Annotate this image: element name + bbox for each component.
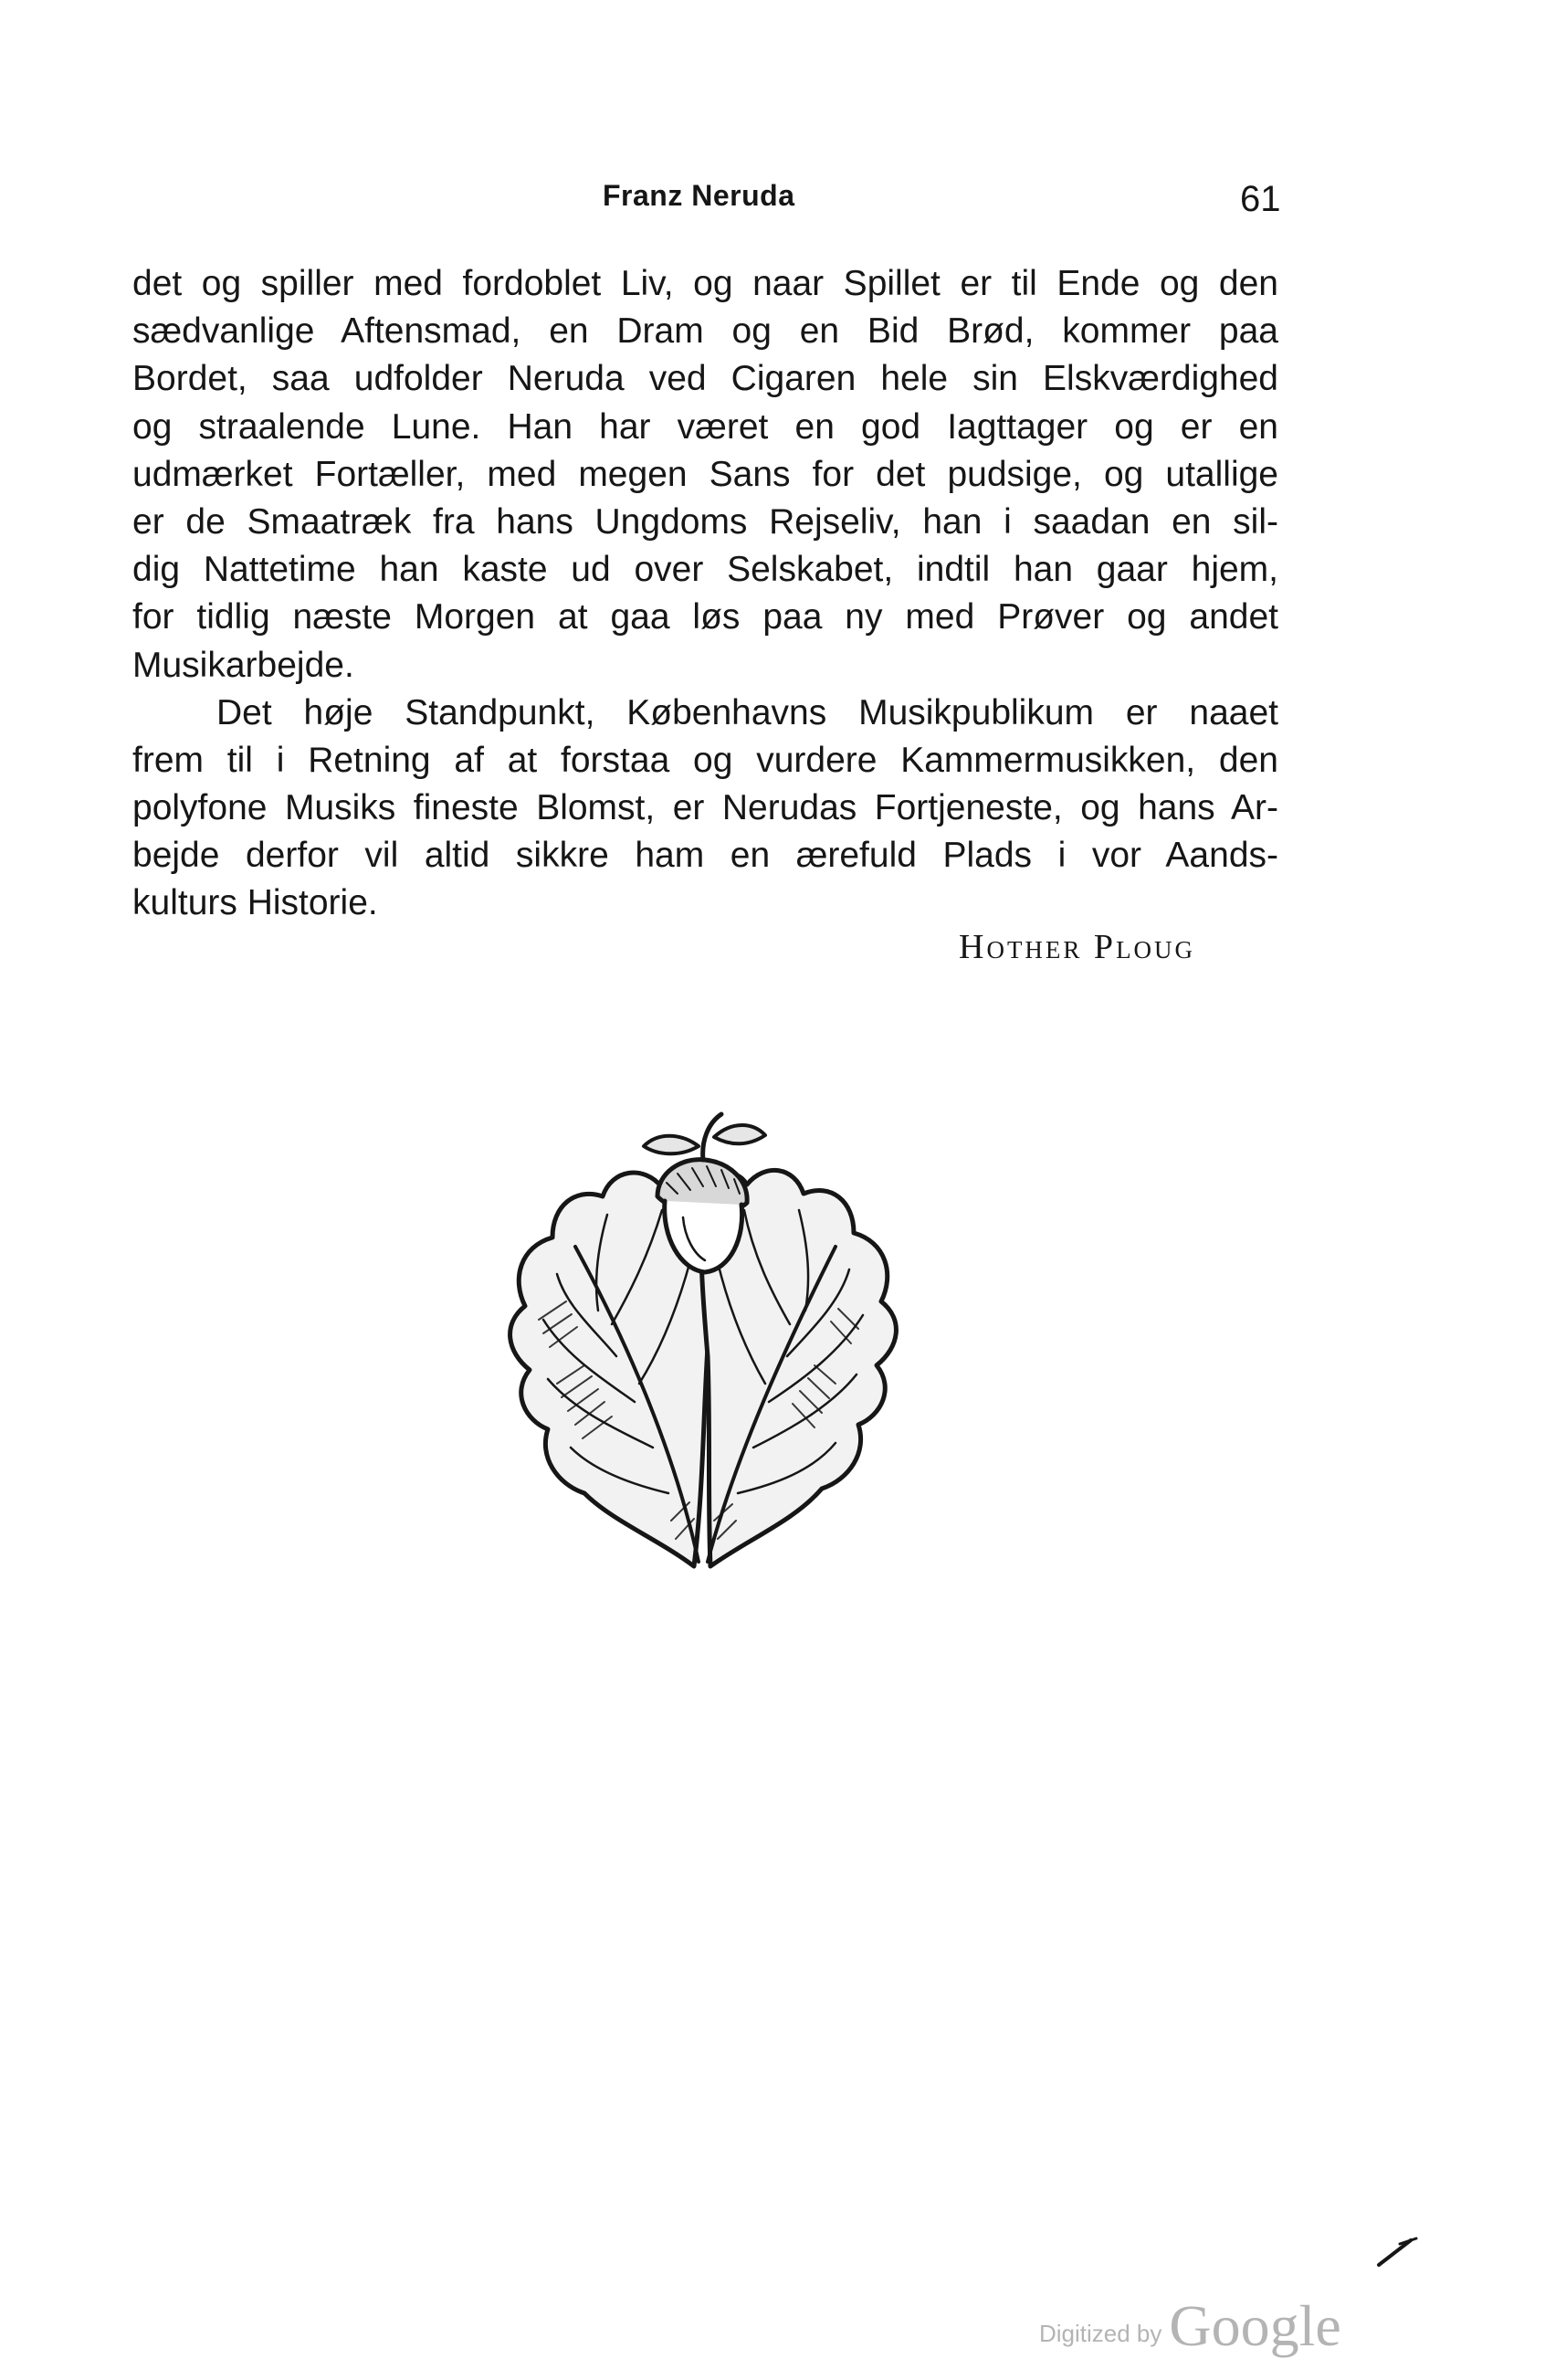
digitized-prefix: Digitized by [1039,2320,1162,2347]
text-line: polyfone Musiks fineste Blomst, er Nerudas Fortjeneste, og hans Ar- [132,788,1278,828]
digitized-by-watermark [1039,2292,1341,2360]
text-line: Bordet, saa udfolder Neruda ved Cigaren hele sin Elskværdighed [132,359,1278,399]
body-text [132,260,1278,928]
running-title: Franz Neruda [603,179,795,212]
text-line: er de Smaatræk fra hans Ungdoms Rejseliv, han i saadan en sil- [132,501,1278,542]
text-line: frem til i Retning af at forstaa og vurdere Kammermusikken, den [132,740,1278,780]
text-line: bejde derfor vil altid sikkre ham en ærefuld Plads i vor Aands- [132,836,1278,876]
text-line: udmærket Fortæller, med megen Sans for det pudsige, og utallige [132,454,1278,494]
text-line: Musikarbejde. [132,645,354,685]
oak-leaf-acorn-ornament-icon [475,1110,931,1594]
text-line: Det høje Standpunkt, Københavns Musikpublikum er naaet [216,692,1278,732]
text-line: dig Nattetime han kaste ud over Selskabet, indtil han gaar hjem, [132,550,1278,590]
pen-mark-icon [1374,2233,1420,2269]
text-line: og straalende Lune. Han har været en god Iagttager og er en [132,406,1278,447]
text-line: for tidlig næste Morgen at gaa løs paa ny med Prøver og andet [132,597,1278,637]
page-number: 61 [1240,179,1281,219]
author-signature: Hother Ploug [959,928,1196,966]
digitized-brand: Google [1169,2293,1341,2358]
text-line: sædvanlige Aftensmad, en Dram og en Bid Brød, kommer paa [132,311,1278,352]
text-line: det og spiller med fordoblet Liv, og naar Spillet er til Ende og den [132,264,1278,303]
text-line: kulturs Historie. [132,883,378,923]
